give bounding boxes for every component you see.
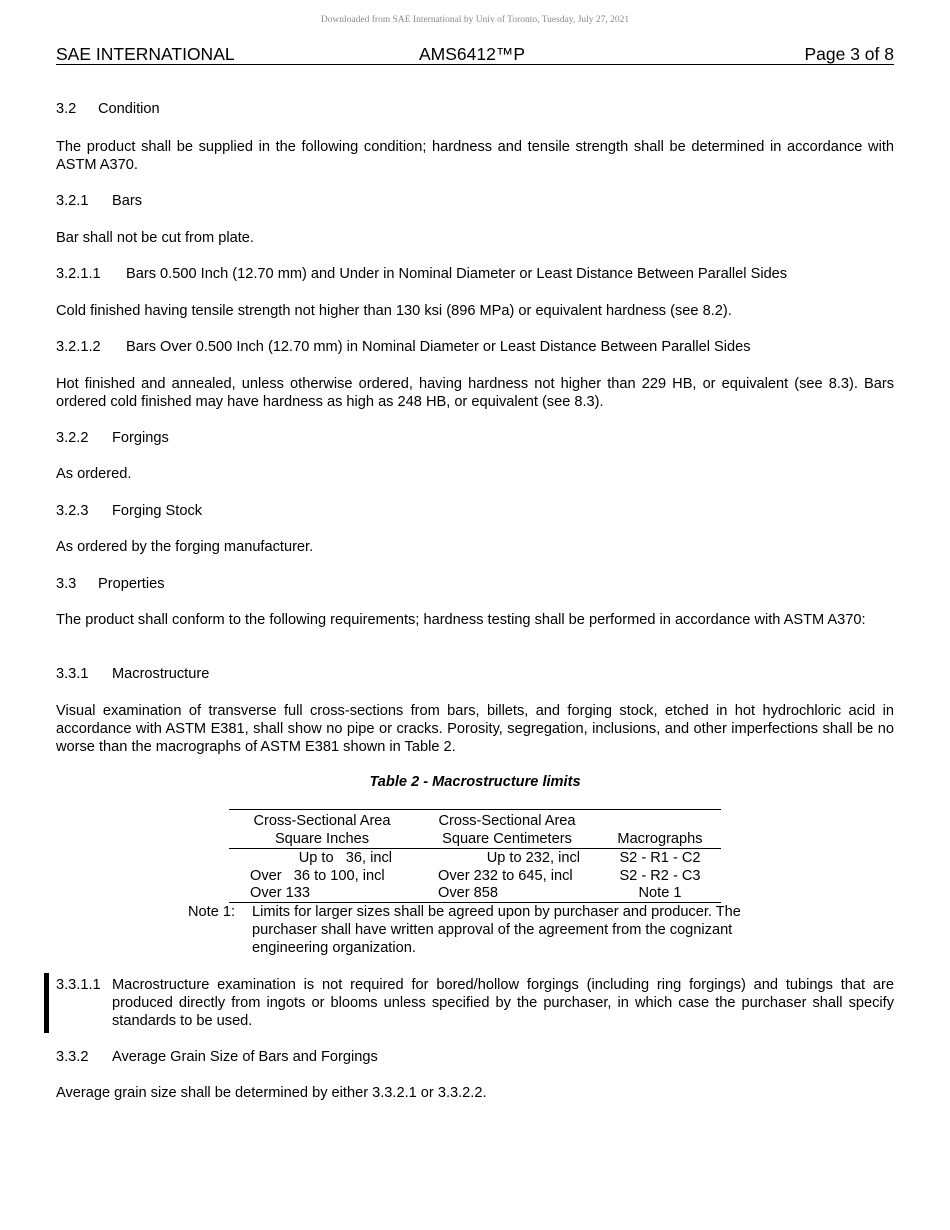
table-note-label: Note 1:: [188, 904, 236, 920]
section-3-2-1-heading: 3.2.1 Bars: [56, 193, 143, 209]
page-header: [56, 44, 894, 65]
table-cell-macro-2: Note 1: [638, 885, 682, 901]
section-3-2-text: The product shall be supplied in the following condition; hardness and tensile strength shall be determined in accordance with ASTM A370.: [56, 139, 894, 173]
section-3-2-3-heading: 3.2.3 Forging Stock: [56, 503, 203, 519]
section-3-2-heading: 3.2 Condition: [56, 101, 160, 117]
table-cell-cm-1: Over 232 to 645, incl: [438, 868, 573, 884]
table-cell-cm-0: Up to 232, incl: [486, 850, 580, 866]
section-3-3-text: The product shall conform to the following requirements; hardness testing shall be performed in accordance with ASTM A370:: [56, 612, 866, 628]
table-cell-macro-0: S2 - R1 - C2: [619, 850, 701, 866]
table-cell-in-2: Over 133: [250, 885, 311, 901]
table-header-macrographs: Macrographs: [617, 831, 703, 847]
section-3-3-2-heading: 3.3.2 Average Grain Size of Bars and Forgings: [56, 1049, 378, 1065]
table-cell-macro-1: S2 - R2 - C3: [619, 868, 701, 884]
table-header-cm-line1: Cross-Sectional Area: [438, 813, 576, 829]
section-3-2-2-text: As ordered.: [56, 466, 132, 482]
table-title: Table 2 - Macrostructure limits: [369, 774, 581, 790]
table-note-text: Limits for larger sizes shall be agreed upon by purchaser and producer. The purchaser shall have written approval of the agreement from the cognizant engineering organization.: [252, 904, 741, 956]
section-3-3-2-text: Average grain size shall be determined by either 3.3.2.1 or 3.3.2.2.: [56, 1085, 487, 1101]
section-3-3-1-heading: 3.3.1 Macrostructure: [56, 666, 210, 682]
table-header-in-line2: Square Inches: [274, 831, 370, 847]
section-3-2-1-2-text: Hot finished and annealed, unless otherwise ordered, having hardness not higher than 229 HB, or equivalent (see 8.3). Bars ordered cold finished may have hardness as high as 248 HB, or equivalent (see 8.3).: [56, 376, 894, 410]
section-3-2-1-text: Bar shall not be cut from plate.: [56, 230, 254, 246]
section-3-3-heading: 3.3 Properties: [56, 576, 165, 592]
header-org: SAE INTERNATIONAL: [56, 44, 235, 64]
section-3-2-1-1-text: Cold finished having tensile strength not higher than 130 ksi (896 MPa) or equivalent hardness (see 8.2).: [56, 303, 732, 319]
table-header-in-line1: Cross-Sectional Area: [253, 813, 391, 829]
table-cell-in-1: Over 36 to 100, incl: [250, 868, 385, 884]
section-3-3-1-1-text: Macrostructure examination is not required for bored/hollow forgings (including ring forgings) and tubings that are produced directly from ingots or blooms unless specified by the purchaser, in which case the purchaser shall specify standards to be used.: [112, 977, 894, 1029]
table-cell-in-0: Up to 36, incl: [298, 850, 392, 866]
header-doc-number: AMS6412™P: [419, 44, 526, 64]
section-3-3-1-1-number: 3.3.1.1: [56, 977, 101, 993]
revision-change-bar: [44, 973, 49, 1033]
section-3-2-1-1-heading: 3.2.1.1 Bars 0.500 Inch (12.70 mm) and Under in Nominal Diameter or Least Distance Between Parallel Sides: [56, 266, 788, 282]
section-3-2-2-heading: 3.2.2 Forgings: [56, 430, 169, 446]
download-notice: Downloaded from SAE International by Univ of Toronto, Tuesday, July 27, 2021: [320, 15, 630, 25]
table-top-rule: [229, 809, 721, 810]
header-page-number: Page 3 of 8: [804, 44, 894, 64]
section-3-2-1-2-heading: 3.2.1.2 Bars Over 0.500 Inch (12.70 mm) in Nominal Diameter or Least Distance Between Parallel Sides: [56, 339, 751, 355]
table-cell-cm-2: Over 858: [438, 885, 499, 901]
section-3-2-3-text: As ordered by the forging manufacturer.: [56, 539, 314, 555]
table-header-cm-line2: Square Centimeters: [442, 831, 572, 847]
section-3-3-1-text: Visual examination of transverse full cross-sections from bars, billets, and forging stock, etched in hot hydrochloric acid in accordance with ASTM E381, shall show no pipe or cracks. Porosity, segregation, inclusions, and other imperfections shall be no worse than the macrographs of ASTM E381 shown in Table 2.: [56, 703, 894, 755]
